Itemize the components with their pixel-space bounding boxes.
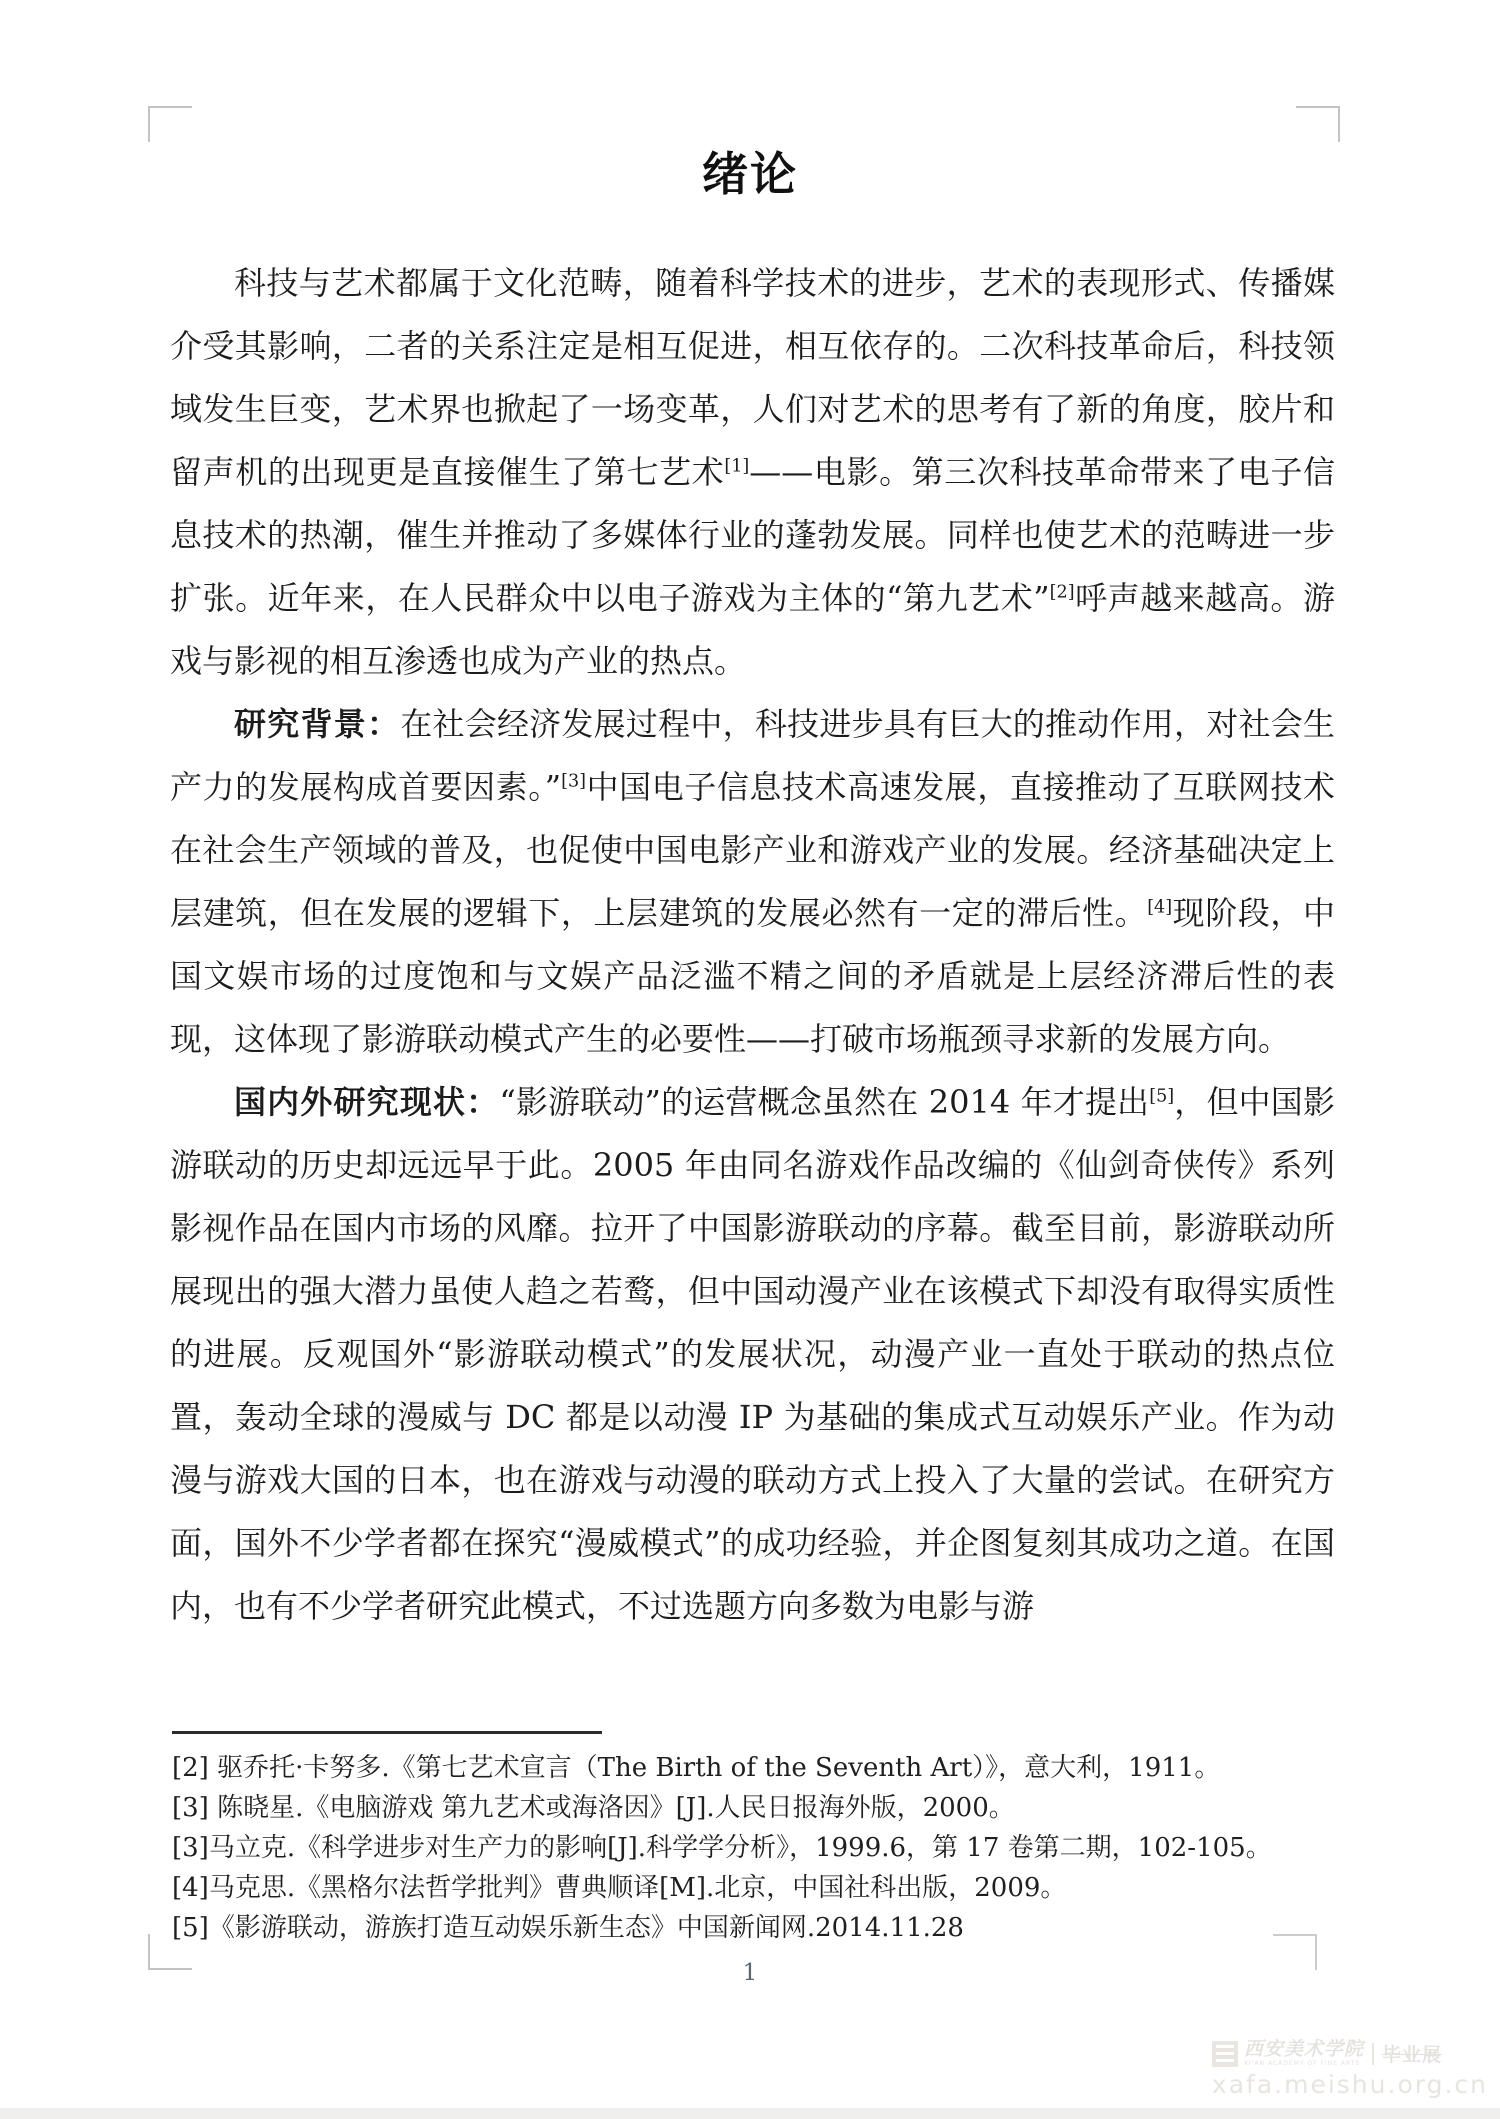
- document-body: [170, 252, 1335, 1638]
- footnote-ref: [2]: [1049, 582, 1075, 603]
- footnote-ref: [1]: [724, 456, 750, 477]
- paragraph-text: 科技与艺术都属于文化范畴，随着科学技术的进步，艺术的表现形式、传播媒介受其影响，二者的关系注定是相互促进，相互依存的。二次科技革命后，科技领域发生巨变，艺术界也掀起了一场变革，人们对艺术的思考有了新的角度，胶片和留声机的出现更是直接催生了第七艺术: [170, 264, 1335, 491]
- paragraph-label: 国内外研究现状：: [234, 1083, 500, 1121]
- paragraph-text: 在社会经济发展过程中，科技进步具有巨大的推动作用，对社会生产力的发展构成首要因素。”: [170, 705, 1335, 806]
- crop-mark-top-left: [148, 106, 192, 142]
- crop-mark-top-right: [1296, 106, 1340, 142]
- footnote-item: [3]马立克.《科学进步对生产力的影响[J].科学学分析》，1999.6，第 17 卷第二期，102-105。: [172, 1833, 1272, 1863]
- page-number: 1: [742, 1960, 758, 1986]
- paragraph-text: “影游联动”的运营概念虽然在 2014 年才提出: [499, 1083, 1150, 1121]
- paragraph-text: ，但中国影游联动的历史却远远早于此。2005 年由同名游戏作品改编的《仙剑奇侠传》系列影视作品在国内市场的风靡。拉开了中国影游联动的序幕。截至目前，影游联动所展现出的强大潜力虽使人趋之若鹜，但中国动漫产业在该模式下却没有取得实质性的进展。反观国外“影游联动模式”的发展状况，动漫产业一直处于联动的热点位置，轰动全球的漫威与 DC 都是以动漫 IP 为基础的集成式互动娱乐产业。作为动漫与游戏大国的日本，也在游戏与动漫的联动方式上投入了大量的尝试。在研究方面，国外不少学者都在探究“漫威模式”的成功经验，并企图复刻其成功之道。在国内，也有不少学者研究此模式，不过选题方向多数为电影与游: [170, 1083, 1335, 1625]
- watermark-site-name: 西安美术学院: [1243, 2038, 1364, 2060]
- footnote-item: [5]《影游联动，游族打造互动娱乐新生态》中国新闻网.2014.11.28: [172, 1913, 964, 1943]
- footnote-item: [4]马克思.《黑格尔法哲学批判》曹典顺译[M].北京，中国社科出版，2009。: [172, 1873, 1067, 1903]
- body-paragraph: [170, 693, 1335, 1071]
- footnote-ref: [4]: [1147, 897, 1173, 918]
- page-bottom-edge: [0, 2108, 1500, 2119]
- paragraph-label: 研究背景：: [234, 705, 401, 743]
- watermark-header: [1212, 2040, 1488, 2067]
- footnote-ref: [5]: [1149, 1086, 1175, 1107]
- footnote-ref: [3]: [561, 771, 587, 792]
- site-watermark: [1212, 2040, 1488, 2099]
- watermark-divider: [1372, 2043, 1374, 2065]
- footnote-item: [2] 驱乔托·卡努多.《第七艺术宣言（The Birth of the Seventh Art）》，意大利，1911。: [172, 1753, 1221, 1783]
- body-paragraph: [170, 1071, 1335, 1638]
- paragraph-text: 中国电子信息技术高速发展，直接推动了互联网技术在社会生产领域的普及，也促使中国电影产业和游戏产业的发展。经济基础决定上层建筑，但在发展的逻辑下，上层建筑的发展必然有一定的滞后性。: [170, 768, 1335, 932]
- footnote-separator: [172, 1731, 602, 1734]
- watermark-badge: 毕业展: [1381, 2044, 1442, 2066]
- paragraph-text: 现阶段，中国文娱市场的过度饱和与文娱产品泛滥不精之间的矛盾就是上层经济滞后性的表现，这体现了影游联动模式产生的必要性——打破市场瓶颈寻求新的发展方向。: [170, 894, 1335, 1058]
- body-paragraph: [170, 252, 1335, 693]
- paragraph-text: 呼声越来越高。游戏与影视的相互渗透也成为产业的热点。: [170, 579, 1335, 680]
- footnote-list: [172, 1748, 1347, 1948]
- footnote-item: [3] 陈晓星.《电脑游戏 第九艺术或海洛因》[J].人民日报海外版，2000。: [172, 1793, 1015, 1823]
- academy-logo-icon: [1212, 2041, 1238, 2067]
- watermark-site-subtitle: XI'AN ACADEMY OF FINE ARTS: [1243, 2060, 1361, 2067]
- watermark-url: xafa.meishu.org.cn: [1211, 2070, 1488, 2099]
- page-title: 绪论: [702, 147, 798, 201]
- paragraph-text: ——电影。第三次科技革命带来了电子信息技术的热潮，催生并推动了多媒体行业的蓬勃发展。同样也使艺术的范畴进一步扩张。近年来，在人民群众中以电子游戏为主体的“第九艺术”: [170, 453, 1335, 617]
